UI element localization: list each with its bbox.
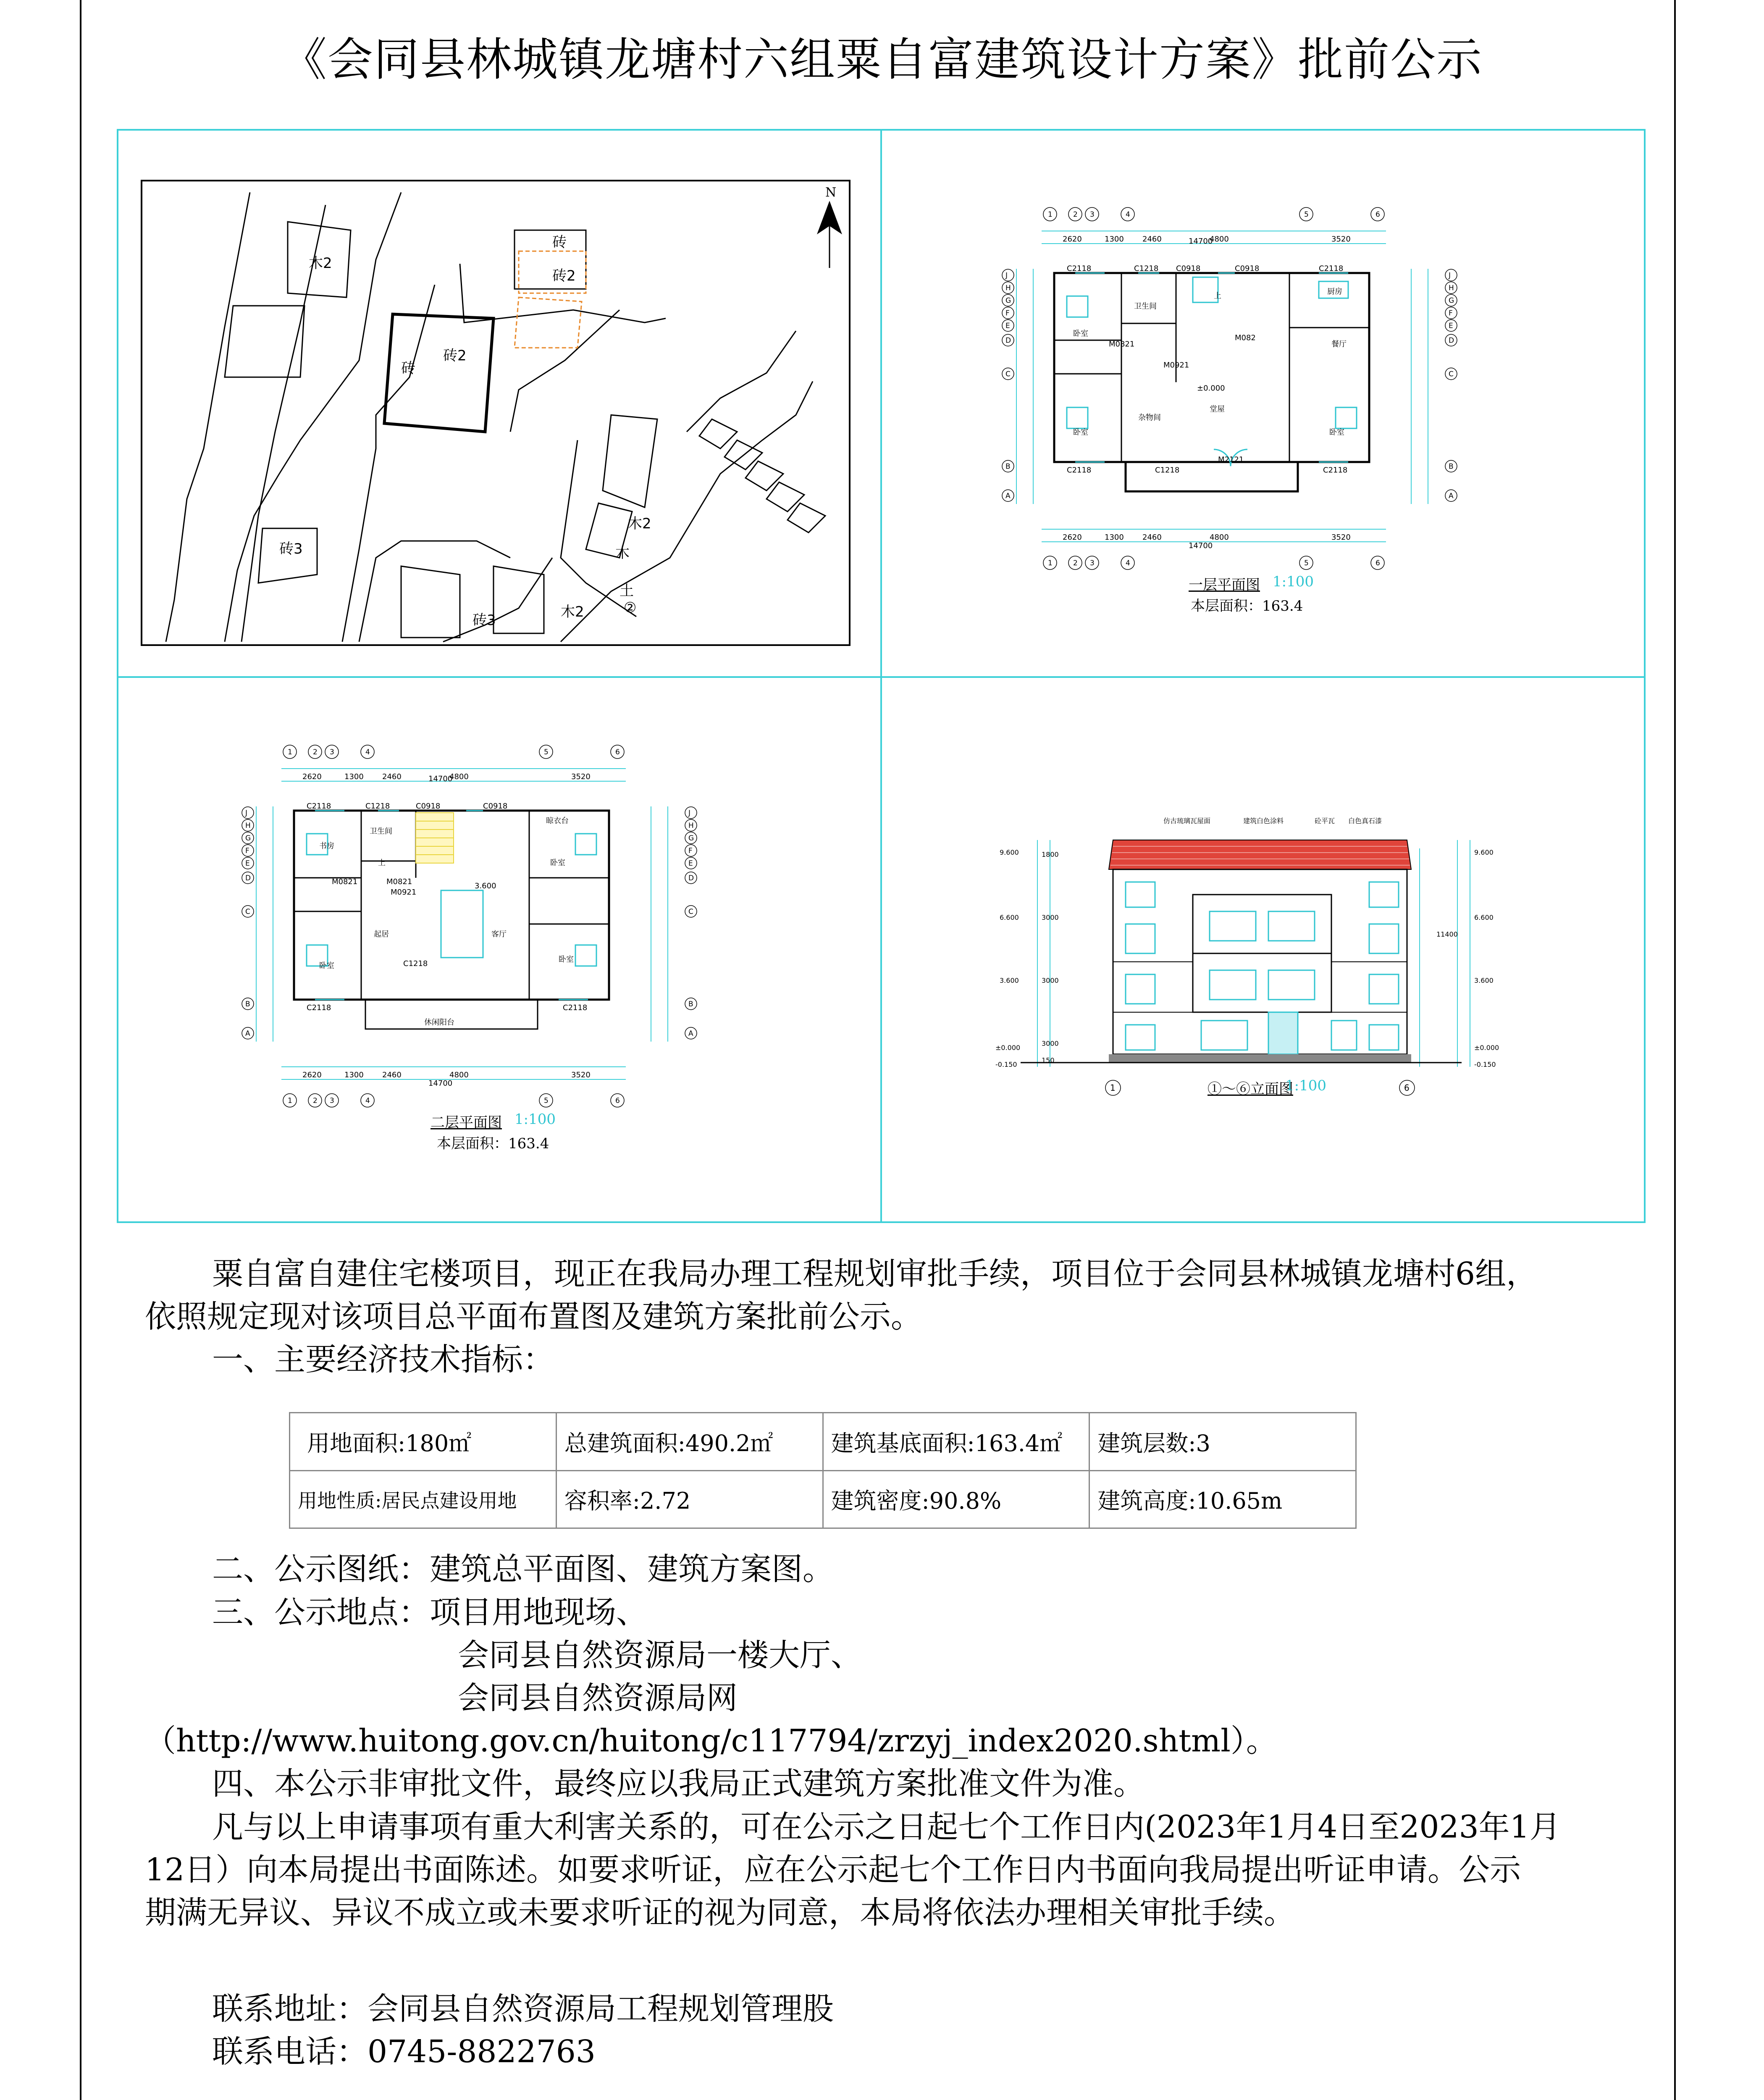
svg-text:C0918: C0918 — [416, 802, 441, 811]
table-cell: 建筑层数:3 — [1089, 1413, 1356, 1471]
svg-text:4: 4 — [365, 1097, 370, 1105]
svg-text:4: 4 — [1126, 559, 1130, 567]
svg-text:白色真石漆: 白色真石漆 — [1348, 817, 1382, 825]
svg-text:砖: 砖 — [552, 234, 567, 251]
notice-line-3: 期满无异议、异议不成立或未要求听证的视为同意，本局将依法办理相关审批手续。 — [145, 1895, 1295, 1931]
svg-text:书房: 书房 — [319, 842, 334, 850]
svg-text:3000: 3000 — [1042, 976, 1059, 984]
svg-text:2: 2 — [313, 748, 318, 756]
svg-text:E: E — [245, 859, 250, 868]
svg-text:卫生间: 卫生间 — [370, 827, 392, 836]
svg-text:3000: 3000 — [1042, 914, 1059, 921]
svg-text:D: D — [688, 874, 694, 882]
svg-text:J: J — [1449, 271, 1451, 280]
floor1-caption: 一层平面图 — [1189, 577, 1260, 593]
svg-text:3.600: 3.600 — [1474, 976, 1494, 984]
section-2: 二、公示图纸：建筑总平面图、建筑方案图。 — [212, 1551, 834, 1587]
svg-text:E: E — [688, 859, 693, 868]
svg-text:M0821: M0821 — [386, 877, 412, 886]
svg-text:2: 2 — [1073, 559, 1078, 567]
svg-text:D: D — [1449, 336, 1454, 345]
table-cell: 建筑密度:90.8% — [823, 1470, 1089, 1528]
svg-text:C: C — [245, 908, 250, 916]
svg-text:2460: 2460 — [382, 1071, 402, 1079]
svg-text:±0.000: ±0.000 — [1197, 384, 1225, 393]
svg-text:6: 6 — [615, 1097, 620, 1105]
svg-text:1300: 1300 — [1105, 235, 1124, 244]
svg-text:C1218: C1218 — [403, 959, 428, 968]
svg-text:F: F — [688, 847, 693, 855]
svg-text:卧室: 卧室 — [550, 858, 565, 867]
section-4: 四、本公示非审批文件，最终应以我局正式建筑方案批准文件为准。 — [212, 1766, 1144, 1802]
svg-text:6.600: 6.600 — [1474, 914, 1494, 921]
svg-text:木2: 木2 — [309, 255, 332, 272]
svg-text:A: A — [245, 1029, 250, 1038]
svg-text:B: B — [688, 1000, 693, 1008]
svg-text:11400: 11400 — [1436, 930, 1458, 938]
site-plan-panel — [141, 180, 850, 646]
svg-text:3: 3 — [330, 748, 334, 756]
svg-text:6: 6 — [615, 748, 620, 756]
svg-text:C0918: C0918 — [1235, 264, 1260, 273]
svg-text:±0.000: ±0.000 — [1474, 1044, 1499, 1052]
svg-text:H: H — [1005, 284, 1011, 292]
floor2-scale: 1:100 — [514, 1111, 556, 1128]
svg-text:C: C — [1005, 370, 1011, 378]
svg-text:4800: 4800 — [1210, 533, 1229, 542]
svg-text:3.600: 3.600 — [475, 882, 496, 890]
svg-text:J: J — [688, 809, 691, 817]
svg-text:堂屋: 堂屋 — [1210, 405, 1225, 414]
svg-text:2460: 2460 — [1142, 235, 1162, 244]
section-1-heading: 一、主要经济技术指标： — [212, 1341, 554, 1378]
svg-text:C: C — [1449, 370, 1454, 378]
section-3-url: （http://www.huitong.gov.cn/huitong/c117794/zrzyj_index2020.shtml）。 — [145, 1723, 1277, 1759]
svg-text:卧室: 卧室 — [1329, 428, 1344, 437]
svg-text:G: G — [688, 834, 694, 843]
svg-text:3: 3 — [1090, 559, 1095, 567]
svg-text:仿古琉璃瓦屋面: 仿古琉璃瓦屋面 — [1163, 817, 1211, 825]
elevation-caption: ①～⑥立面图 — [1208, 1081, 1293, 1097]
svg-text:150: 150 — [1042, 1056, 1055, 1064]
svg-text:4800: 4800 — [449, 772, 469, 781]
svg-text:M0821: M0821 — [332, 877, 358, 886]
svg-text:砖3: 砖3 — [279, 541, 303, 557]
svg-text:1300: 1300 — [344, 1071, 364, 1079]
svg-text:C2118: C2118 — [1067, 264, 1092, 273]
svg-text:4800: 4800 — [1210, 235, 1229, 244]
svg-text:砖: 砖 — [401, 360, 415, 377]
svg-text:H: H — [245, 822, 251, 830]
svg-text:6.600: 6.600 — [1000, 914, 1019, 921]
svg-text:6: 6 — [1376, 210, 1380, 219]
svg-text:2460: 2460 — [1142, 533, 1162, 542]
svg-text:M2121: M2121 — [1218, 455, 1244, 464]
svg-text:砖2: 砖2 — [552, 268, 576, 284]
svg-text:3: 3 — [1090, 210, 1095, 219]
svg-text:C2118: C2118 — [1323, 466, 1348, 475]
svg-text:餐厅: 餐厅 — [1331, 340, 1347, 349]
table-row — [290, 1413, 1356, 1471]
svg-text:6: 6 — [1376, 559, 1380, 567]
svg-text:3520: 3520 — [1331, 235, 1351, 244]
svg-text:G: G — [1449, 297, 1454, 305]
elevation-drawing — [974, 798, 1504, 1117]
floor1-plan-panel — [1000, 202, 1470, 613]
svg-text:卫生间: 卫生间 — [1134, 302, 1157, 311]
section-3-line-2: 会同县自然资源局一楼大厅、 — [458, 1637, 862, 1673]
svg-text:客厅: 客厅 — [491, 930, 507, 939]
svg-text:M082: M082 — [1235, 333, 1256, 342]
svg-text:2620: 2620 — [302, 1071, 322, 1079]
elevation-panel — [974, 798, 1504, 1117]
elevation-scale: 1:100 — [1285, 1077, 1326, 1094]
svg-text:G: G — [245, 834, 251, 843]
svg-text:晾衣台: 晾衣台 — [546, 816, 569, 825]
svg-text:3.600: 3.600 — [1000, 976, 1019, 984]
svg-text:F: F — [1449, 309, 1453, 318]
table-cell: 容积率:2.72 — [556, 1470, 823, 1528]
svg-text:4800: 4800 — [449, 1071, 469, 1079]
svg-text:G: G — [1005, 297, 1011, 305]
page-title: 《会同县林城镇龙塘村六组粟自富建筑设计方案》批前公示 — [281, 34, 1483, 86]
notice-line-1: 凡与以上申请事项有重大利害关系的，可在公示之日起七个工作日内(2023年1月4日至2023年1月 — [212, 1809, 1561, 1845]
svg-text:14700: 14700 — [428, 774, 453, 783]
svg-text:卧室: 卧室 — [1073, 428, 1088, 437]
svg-text:4: 4 — [1126, 210, 1130, 219]
svg-text:6: 6 — [1404, 1083, 1410, 1093]
svg-text:卧室: 卧室 — [1073, 329, 1088, 338]
svg-text:1: 1 — [1048, 559, 1053, 567]
svg-text:E: E — [1449, 322, 1453, 330]
svg-text:1: 1 — [288, 1097, 292, 1105]
svg-text:C2118: C2118 — [307, 802, 331, 811]
svg-text:②: ② — [624, 599, 637, 616]
floor1-area: 本层面积：163.4 — [1191, 598, 1303, 613]
svg-text:2620: 2620 — [302, 772, 322, 781]
svg-text:14700: 14700 — [1189, 237, 1213, 246]
svg-text:B: B — [1005, 462, 1011, 471]
svg-text:-0.150: -0.150 — [1474, 1060, 1496, 1068]
svg-text:C1218: C1218 — [365, 802, 390, 811]
grid-divider-horizontal — [117, 676, 1646, 678]
svg-text:5: 5 — [544, 748, 549, 756]
svg-text:5: 5 — [1304, 210, 1309, 219]
svg-text:H: H — [1449, 284, 1454, 292]
svg-text:2620: 2620 — [1063, 235, 1082, 244]
svg-text:1300: 1300 — [344, 772, 364, 781]
svg-text:卧室: 卧室 — [559, 955, 574, 964]
svg-text:F: F — [245, 847, 249, 855]
svg-text:J: J — [245, 809, 248, 817]
svg-text:卧室: 卧室 — [319, 961, 334, 970]
svg-text:2: 2 — [1073, 210, 1078, 219]
svg-text:14700: 14700 — [428, 1079, 453, 1088]
svg-text:D: D — [245, 874, 251, 882]
svg-text:3000: 3000 — [1042, 1040, 1059, 1047]
svg-text:14700: 14700 — [1189, 541, 1213, 550]
svg-text:1: 1 — [288, 748, 292, 756]
svg-text:建筑白色涂料: 建筑白色涂料 — [1243, 817, 1284, 825]
svg-text:厨房: 厨房 — [1327, 287, 1342, 296]
indicator-table — [289, 1412, 1357, 1529]
svg-text:C0918: C0918 — [1176, 264, 1201, 273]
svg-text:3520: 3520 — [571, 772, 591, 781]
svg-text:9.600: 9.600 — [1474, 848, 1494, 856]
floor1-plan-drawing — [1000, 202, 1470, 613]
svg-text:C2118: C2118 — [1067, 466, 1092, 475]
section-3-line-1: 三、公示地点：项目用地现场、 — [212, 1594, 647, 1630]
svg-text:1: 1 — [1048, 210, 1053, 219]
svg-text:±0.000: ±0.000 — [995, 1044, 1021, 1052]
contact-address: 联系地址：会同县自然资源局工程规划管理股 — [212, 1991, 834, 2027]
svg-text:上: 上 — [378, 858, 386, 867]
svg-text:3520: 3520 — [1331, 533, 1351, 542]
floor2-plan-panel — [239, 739, 710, 1151]
svg-text:5: 5 — [544, 1097, 549, 1105]
svg-text:B: B — [245, 1000, 250, 1008]
floor2-plan-drawing — [239, 739, 710, 1151]
svg-text:C1218: C1218 — [1155, 466, 1180, 475]
svg-text:C1218: C1218 — [1134, 264, 1159, 273]
svg-text:C2118: C2118 — [563, 1003, 588, 1012]
svg-text:4: 4 — [365, 748, 370, 756]
svg-text:砖2: 砖2 — [443, 347, 467, 364]
svg-text:1300: 1300 — [1105, 533, 1124, 542]
svg-text:9.600: 9.600 — [1000, 848, 1019, 856]
svg-text:起居: 起居 — [374, 930, 389, 939]
table-cell: 用地性质:居民点建设用地 — [290, 1470, 556, 1528]
svg-text:M0921: M0921 — [391, 888, 417, 897]
svg-text:M0821: M0821 — [1109, 340, 1135, 349]
svg-text:木2: 木2 — [628, 515, 651, 532]
svg-text:B: B — [1449, 462, 1454, 471]
svg-text:M0921: M0921 — [1163, 361, 1189, 370]
contact-phone: 联系电话：0745-8822763 — [212, 2034, 596, 2070]
svg-text:A: A — [1005, 492, 1011, 500]
table-row — [290, 1470, 1356, 1528]
svg-text:砖3: 砖3 — [472, 612, 496, 629]
site-plan-drawing — [141, 180, 850, 646]
floor2-area: 本层面积：163.4 — [437, 1135, 549, 1151]
svg-text:C: C — [688, 908, 693, 916]
svg-text:A: A — [688, 1029, 693, 1038]
svg-text:1: 1 — [1110, 1083, 1116, 1093]
svg-text:5: 5 — [1304, 559, 1309, 567]
svg-text:木2: 木2 — [561, 604, 584, 620]
svg-text:3520: 3520 — [571, 1071, 591, 1079]
svg-text:C0918: C0918 — [483, 802, 508, 811]
intro-line-2: 依照规定现对该项目总平面布置图及建筑方案批前公示。 — [145, 1299, 922, 1335]
svg-text:C2118: C2118 — [307, 1003, 331, 1012]
svg-text:木: 木 — [615, 545, 630, 562]
svg-text:2: 2 — [313, 1097, 318, 1105]
svg-text:-0.150: -0.150 — [995, 1060, 1017, 1068]
svg-text:2620: 2620 — [1063, 533, 1082, 542]
floor2-caption: 二层平面图 — [430, 1114, 502, 1131]
svg-text:上: 上 — [1214, 291, 1221, 300]
table-cell: 用地面积:180㎡ — [290, 1413, 556, 1471]
compass-label: N — [825, 185, 837, 200]
svg-text:E: E — [1005, 322, 1010, 330]
svg-text:D: D — [1005, 336, 1011, 345]
svg-text:土: 土 — [620, 583, 634, 599]
table-cell: 建筑基底面积:163.4㎡ — [823, 1413, 1089, 1471]
svg-text:H: H — [688, 822, 694, 830]
intro-line-1: 粟自富自建住宅楼项目，现正在我局办理工程规划审批手续，项目位于会同县林城镇龙塘村6组， — [212, 1256, 1538, 1292]
svg-text:杂物间: 杂物间 — [1138, 413, 1161, 422]
section-3-line-3: 会同县自然资源局网 — [458, 1680, 738, 1716]
svg-text:2460: 2460 — [382, 772, 402, 781]
svg-text:1800: 1800 — [1042, 850, 1059, 858]
table-cell: 建筑高度:10.65m — [1089, 1470, 1356, 1528]
svg-text:J: J — [1005, 271, 1008, 280]
table-cell: 总建筑面积:490.2㎡ — [556, 1413, 823, 1471]
svg-text:F: F — [1005, 309, 1010, 318]
svg-text:A: A — [1449, 492, 1454, 500]
svg-text:C2118: C2118 — [1319, 264, 1344, 273]
svg-text:3: 3 — [330, 1097, 334, 1105]
floor1-scale: 1:100 — [1273, 573, 1314, 590]
svg-text:休闲阳台: 休闲阳台 — [424, 1018, 454, 1027]
notice-line-2: 12日）向本局提出书面陈述。如要求听证，应在公示起七个工作日内书面向我局提出听证申请。公示 — [145, 1852, 1521, 1888]
svg-text:砼平瓦: 砼平瓦 — [1315, 817, 1335, 825]
